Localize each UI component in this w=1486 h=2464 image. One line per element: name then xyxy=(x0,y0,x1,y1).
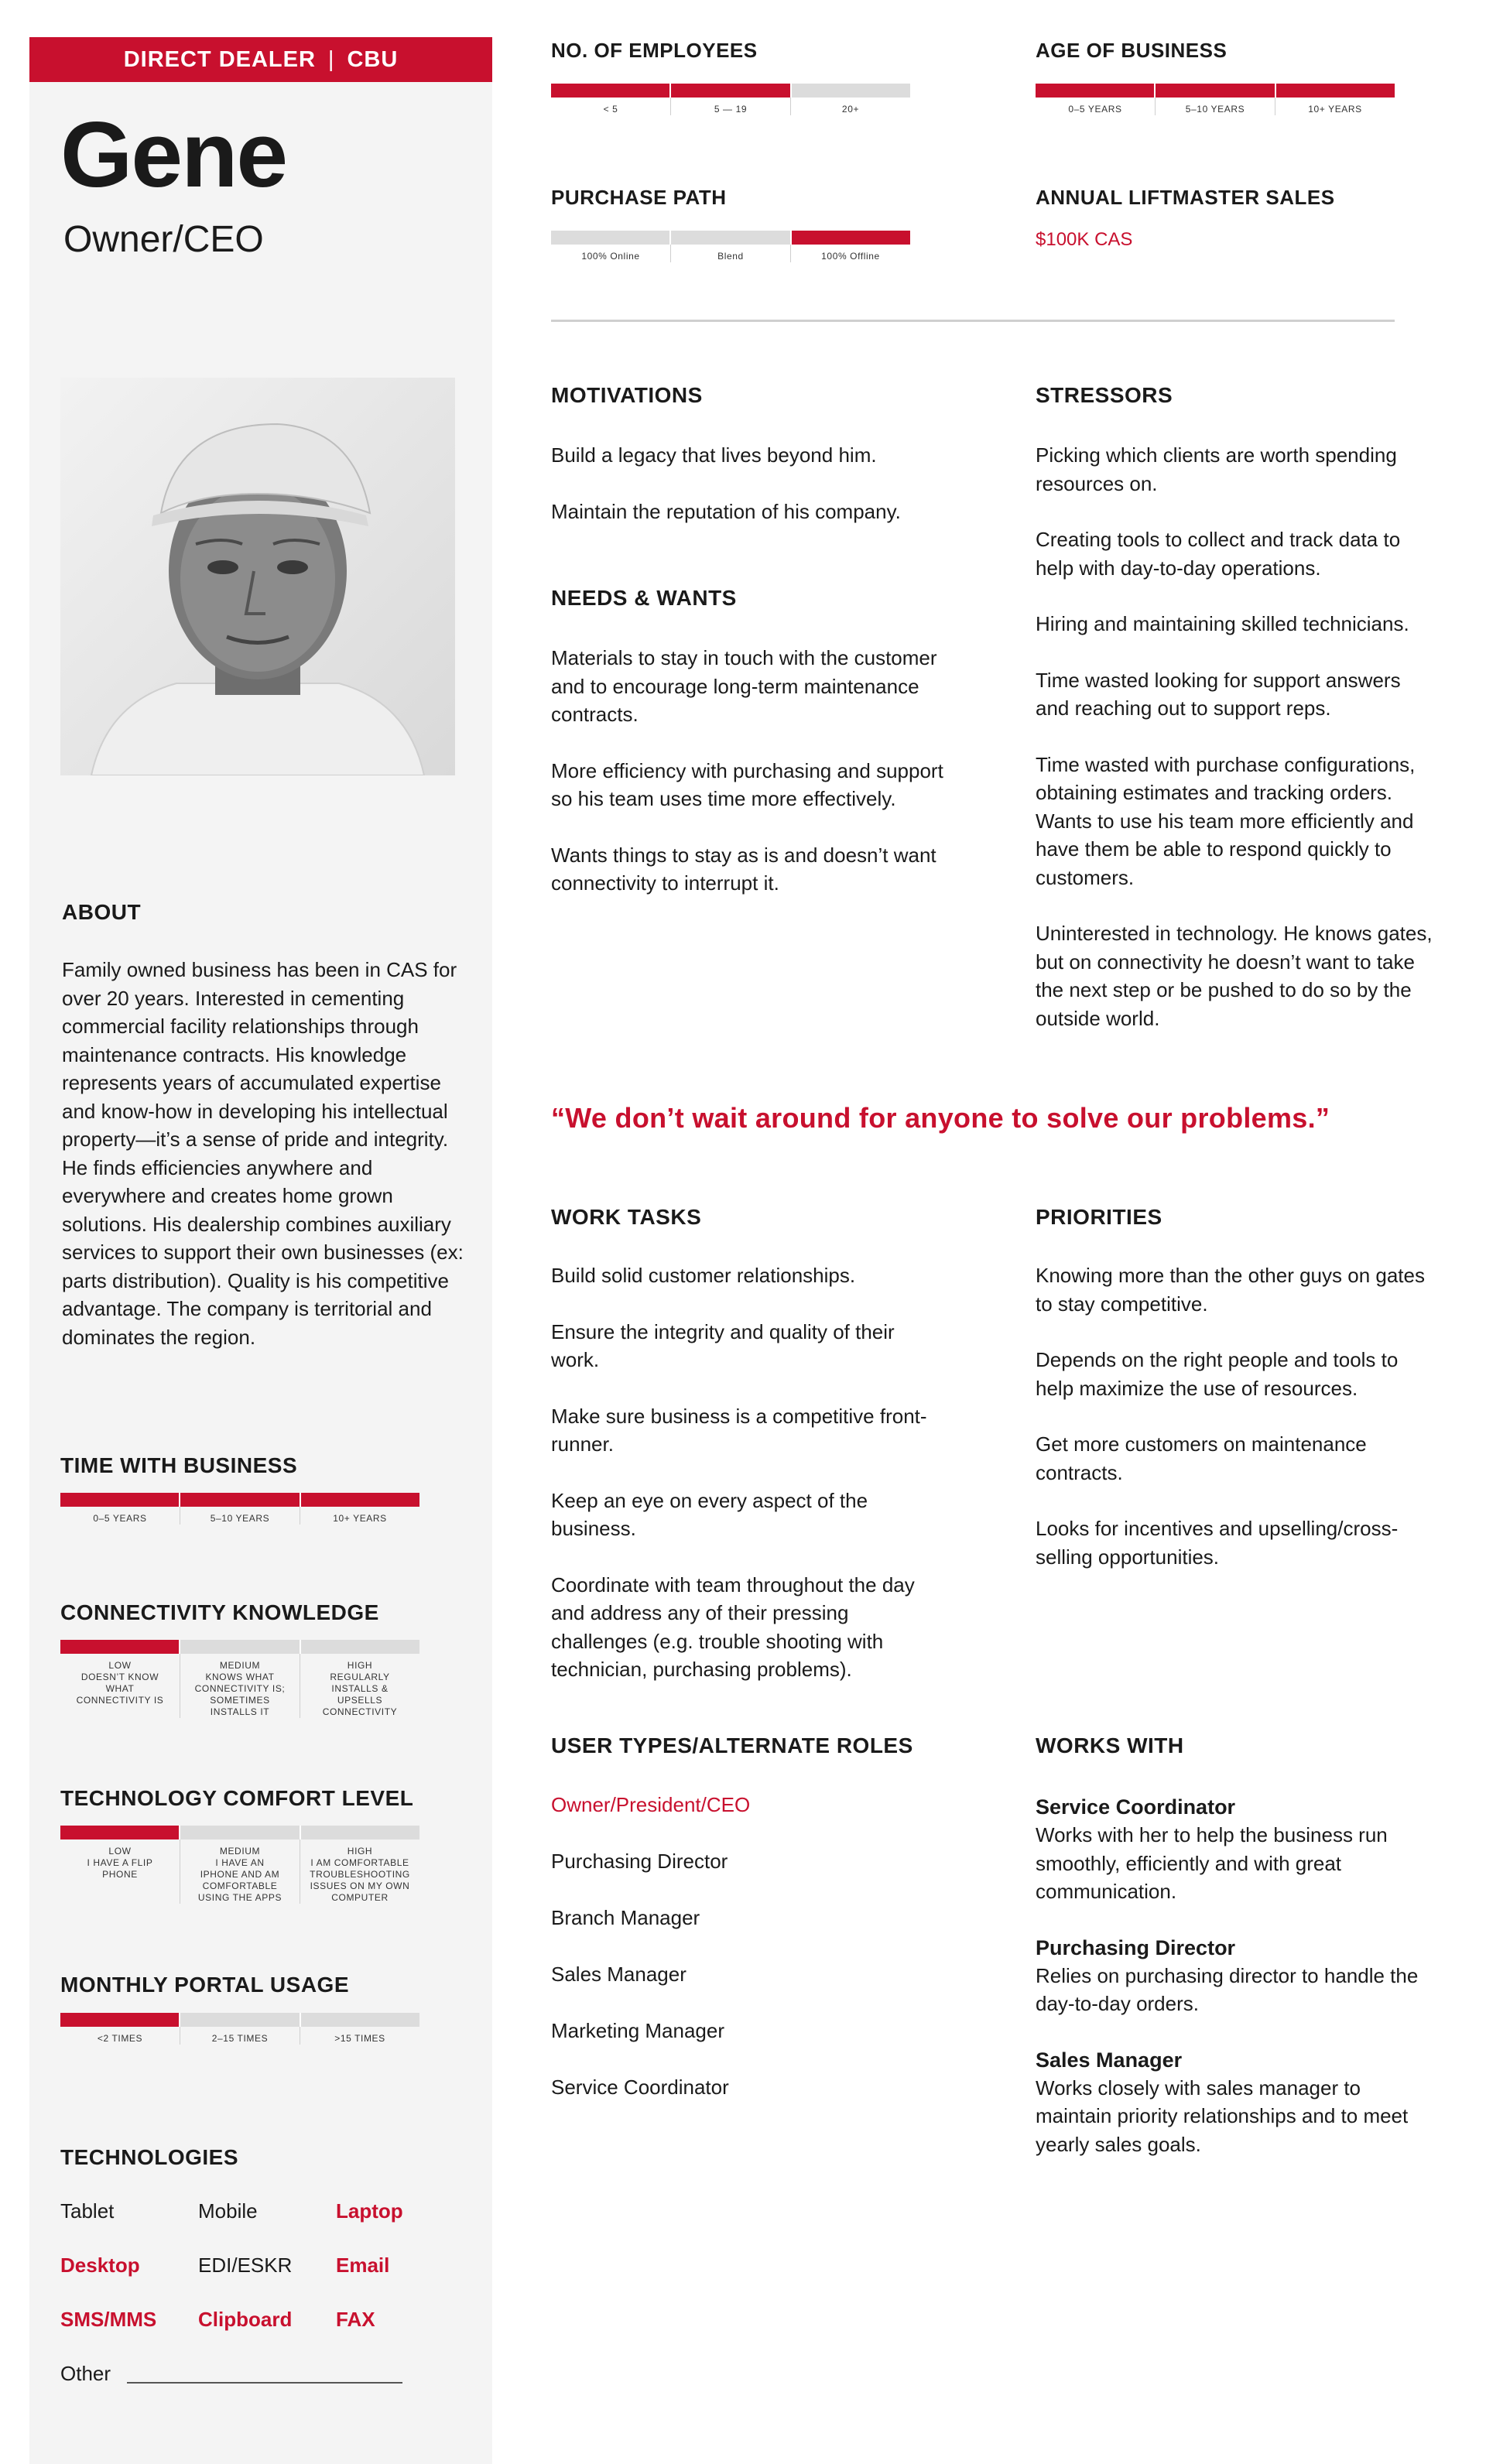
meter-segment xyxy=(60,2013,180,2027)
need-item: Materials to stay in touch with the customer and to encourage long-term maintenance contracts. xyxy=(551,646,937,726)
priority-item: Get more customers on maintenance contracts. xyxy=(1036,1432,1367,1484)
technologies-row-1 xyxy=(60,2199,494,2223)
meter-label: <2 TIMES xyxy=(97,2033,143,2044)
needs-list xyxy=(551,644,954,926)
meter-segment xyxy=(60,1493,180,1507)
tech-other-label: Other xyxy=(60,2362,111,2385)
banner-divider: | xyxy=(327,46,335,72)
tech-item: SMS/MMS xyxy=(60,2308,157,2331)
tech-comfort-labels xyxy=(60,1839,419,1904)
tech-item: EDI/ESKR xyxy=(198,2254,293,2277)
time-with-business-title: TIME WITH BUSINESS xyxy=(60,1453,298,1477)
category-banner xyxy=(29,37,492,82)
priorities-title: PRIORITIES xyxy=(1036,1205,1162,1229)
meter-label: MEDIUM KNOWS WHAT CONNECTIVITY IS; SOMETIMES INSTALLS IT xyxy=(180,1654,300,1718)
needs-title: NEEDS & WANTS xyxy=(551,586,737,610)
user-types-list xyxy=(551,1791,984,2130)
meter-segment xyxy=(551,231,671,245)
stressor-item: Time wasted looking for support answers and reaching out to support reps. xyxy=(1036,668,1401,720)
category-label: DIRECT DEALER xyxy=(123,46,316,72)
persona-photo xyxy=(60,378,455,775)
technologies-title: TECHNOLOGIES xyxy=(60,2145,239,2169)
meter-label: 0–5 YEARS xyxy=(93,1513,147,1524)
work-task-item: Keep an eye on every aspect of the business. xyxy=(551,1488,868,1540)
priority-item: Depends on the right people and tools to help maximize the use of resources. xyxy=(1036,1348,1399,1400)
tech-comfort-bar xyxy=(60,1826,419,1839)
work-tasks-title: WORK TASKS xyxy=(551,1205,702,1229)
meter-segment xyxy=(301,2013,419,2027)
meter-segment xyxy=(180,1826,300,1839)
stressors-list xyxy=(1036,441,1438,1060)
meter-label: 5 — 19 xyxy=(670,98,790,115)
user-type-item: Service Coordinator xyxy=(551,2076,729,2099)
employees-title: NO. OF EMPLOYEES xyxy=(551,39,758,62)
annual-sales-value: $100K CAS xyxy=(1036,229,1133,250)
works-with-text: Relies on purchasing director to handle the day-to-day orders. xyxy=(1036,1963,1419,2015)
tech-item: Desktop xyxy=(60,2254,140,2277)
annual-sales-title: ANNUAL LIFTMASTER SALES xyxy=(1036,186,1335,209)
meter-label: Blend xyxy=(670,245,790,262)
works-with-title: WORKS WITH xyxy=(1036,1733,1184,1757)
meter-label: LOW DOESN’T KNOW WHAT CONNECTIVITY IS xyxy=(76,1660,164,1706)
employees-bar xyxy=(551,84,910,98)
need-item: More efficiency with purchasing and support so his team uses time more effectively. xyxy=(551,758,943,810)
meter-segment xyxy=(180,2013,300,2027)
portal-usage-title: MONTHLY PORTAL USAGE xyxy=(60,1973,350,1997)
meter-label: 10+ YEARS xyxy=(300,1507,419,1525)
portal-usage-bar xyxy=(60,2013,419,2027)
meter-segment xyxy=(792,84,910,98)
priority-item: Knowing more than the other guys on gates to stay competitive. xyxy=(1036,1264,1425,1316)
about-text: Family owned business has been in CAS for over 20 years. Interested in cementing commercial facility relationships through maintenance contracts. His knowledge represents years of accumulated expertise and know-how in developing his intellectual property—it’s a sense of pride and integrity. He finds efficiencies anywhere and everywhere and creates home grown solutions. His dealership combines auxiliary services to support their own businesses (ex: parts distribution). Quality is his competitive advantage. The company is territorial and dominates the region. xyxy=(62,958,464,1349)
purchase-path-labels xyxy=(551,245,910,262)
meter-label: 100% Offline xyxy=(790,245,910,262)
portrait-illustration xyxy=(60,378,455,775)
persona-name: Gene xyxy=(60,103,287,207)
stressor-item: Creating tools to collect and track data to help with day-to-day operations. xyxy=(1036,528,1401,580)
tech-item: Tablet xyxy=(60,2199,115,2223)
meter-label: HIGH I AM COMFORTABLE TROUBLESHOOTING ISSUES ON MY OWN COMPUTER xyxy=(300,1839,419,1904)
meter-label: >15 TIMES xyxy=(300,2027,419,2045)
purchase-path-title: PURCHASE PATH xyxy=(551,186,727,209)
user-types-title: USER TYPES/ALTERNATE ROLES xyxy=(551,1733,913,1757)
work-task-item: Make sure business is a competitive front-runner. xyxy=(551,1404,927,1456)
age-of-business-labels xyxy=(1036,98,1395,115)
stressor-item: Time wasted with purchase configurations, obtaining estimates and tracking orders. Wants to use his team more efficiently and have them be able to respond quickly to customers. xyxy=(1036,752,1416,889)
meter-label: 2–15 TIMES xyxy=(180,2027,300,2045)
meter-label: 0–5 YEARS xyxy=(1068,104,1122,115)
works-with-text: Works closely with sales manager to maintain priority relationships and to meet yearly sales goals. xyxy=(1036,2076,1409,2156)
tech-item: Email xyxy=(336,2254,390,2277)
works-with-name: Purchasing Director xyxy=(1036,1935,1236,1959)
meter-label: LOW I HAVE A FLIP PHONE xyxy=(87,1846,153,1880)
tech-comfort-title: TECHNOLOGY COMFORT LEVEL xyxy=(60,1786,414,1810)
stressors-title: STRESSORS xyxy=(1036,383,1173,407)
works-with-list xyxy=(1036,1793,1438,2186)
meter-label: 10+ YEARS xyxy=(1275,98,1395,115)
unit-label: CBU xyxy=(347,46,399,72)
tech-item: Laptop xyxy=(336,2199,403,2223)
user-type-item: Marketing Manager xyxy=(551,2019,724,2042)
work-task-item: Ensure the integrity and quality of their work. xyxy=(551,1319,895,1371)
stressor-item: Hiring and maintaining skilled technicians. xyxy=(1036,612,1409,635)
user-type-item: Sales Manager xyxy=(551,1963,687,1986)
meter-label: 5–10 YEARS xyxy=(180,1507,300,1525)
meter-segment xyxy=(180,1493,300,1507)
works-with-name: Sales Manager xyxy=(1036,2048,1183,2072)
connectivity-labels xyxy=(60,1654,419,1718)
meter-segment xyxy=(301,1826,419,1839)
priority-item: Looks for incentives and upselling/cross-selling opportunities. xyxy=(1036,1517,1399,1569)
works-with-entry xyxy=(1036,1934,1438,2018)
meter-segment xyxy=(60,1640,180,1654)
persona-quote: “We don’t wait around for anyone to solve our problems.” xyxy=(551,1102,1330,1134)
motivations-list xyxy=(551,441,984,553)
works-with-entry xyxy=(1036,1793,1438,1906)
portal-usage-labels xyxy=(60,2027,419,2045)
need-item: Wants things to stay as is and doesn’t want connectivity to interrupt it. xyxy=(551,843,936,895)
work-task-item: Build solid customer relationships. xyxy=(551,1264,856,1287)
meter-label: < 5 xyxy=(603,104,618,115)
meter-label: 100% Online xyxy=(581,251,640,262)
connectivity-bar xyxy=(60,1640,419,1654)
section-divider xyxy=(551,320,1395,322)
age-of-business-title: AGE OF BUSINESS xyxy=(1036,39,1227,62)
meter-label: HIGH REGULARLY INSTALLS & UPSELLS CONNECTIVITY xyxy=(300,1654,419,1718)
time-with-business-bar xyxy=(60,1493,419,1507)
work-tasks-list xyxy=(551,1261,946,1712)
tech-other-line xyxy=(127,2382,402,2384)
meter-segment xyxy=(180,1640,300,1654)
employees-labels xyxy=(551,98,910,115)
meter-segment xyxy=(671,231,791,245)
user-type-item: Owner/President/CEO xyxy=(551,1793,751,1816)
user-type-item: Branch Manager xyxy=(551,1906,700,1929)
time-with-business-labels xyxy=(60,1507,419,1525)
meter-label: 20+ xyxy=(790,98,910,115)
meter-segment xyxy=(1036,84,1156,98)
meter-label: MEDIUM I HAVE AN IPHONE AND AM COMFORTABLE USING THE APPS xyxy=(180,1839,300,1904)
priorities-list xyxy=(1036,1261,1438,1599)
tech-item: FAX xyxy=(336,2308,375,2331)
meter-label: 5–10 YEARS xyxy=(1155,98,1275,115)
tech-item: Clipboard xyxy=(198,2308,293,2331)
meter-segment xyxy=(551,84,671,98)
about-title: ABOUT xyxy=(62,900,142,924)
user-type-item: Purchasing Director xyxy=(551,1850,728,1873)
tech-item: Mobile xyxy=(198,2199,258,2223)
technologies-row-3 xyxy=(60,2308,494,2332)
purchase-path-bar xyxy=(551,231,910,245)
stressor-item: Picking which clients are worth spending resources on. xyxy=(1036,443,1397,495)
motivations-title: MOTIVATIONS xyxy=(551,383,703,407)
meter-segment xyxy=(671,84,791,98)
motivation-item: Maintain the reputation of his company. xyxy=(551,499,901,523)
works-with-text: Works with her to help the business run smoothly, efficiently and with great communication. xyxy=(1036,1823,1388,1903)
age-of-business-bar xyxy=(1036,84,1395,98)
connectivity-title: CONNECTIVITY KNOWLEDGE xyxy=(60,1600,379,1624)
meter-segment xyxy=(60,1826,180,1839)
work-task-item: Coordinate with team throughout the day and address any of their pressing challenges (e.g. trouble shooting with technician, purchasing problems). xyxy=(551,1573,915,1681)
meter-segment xyxy=(1276,84,1395,98)
works-with-entry xyxy=(1036,2046,1438,2159)
technologies-row-2 xyxy=(60,2254,494,2277)
motivation-item: Build a legacy that lives beyond him. xyxy=(551,443,877,467)
meter-segment xyxy=(792,231,910,245)
persona-role: Owner/CEO xyxy=(63,219,264,260)
works-with-name: Service Coordinator xyxy=(1036,1795,1236,1819)
stressor-item: Uninterested in technology. He knows gates, but on connectivity he doesn’t want to take the next step or be pushed to do so by the outside world. xyxy=(1036,922,1433,1030)
meter-segment xyxy=(301,1493,419,1507)
meter-segment xyxy=(301,1640,419,1654)
meter-segment xyxy=(1156,84,1275,98)
